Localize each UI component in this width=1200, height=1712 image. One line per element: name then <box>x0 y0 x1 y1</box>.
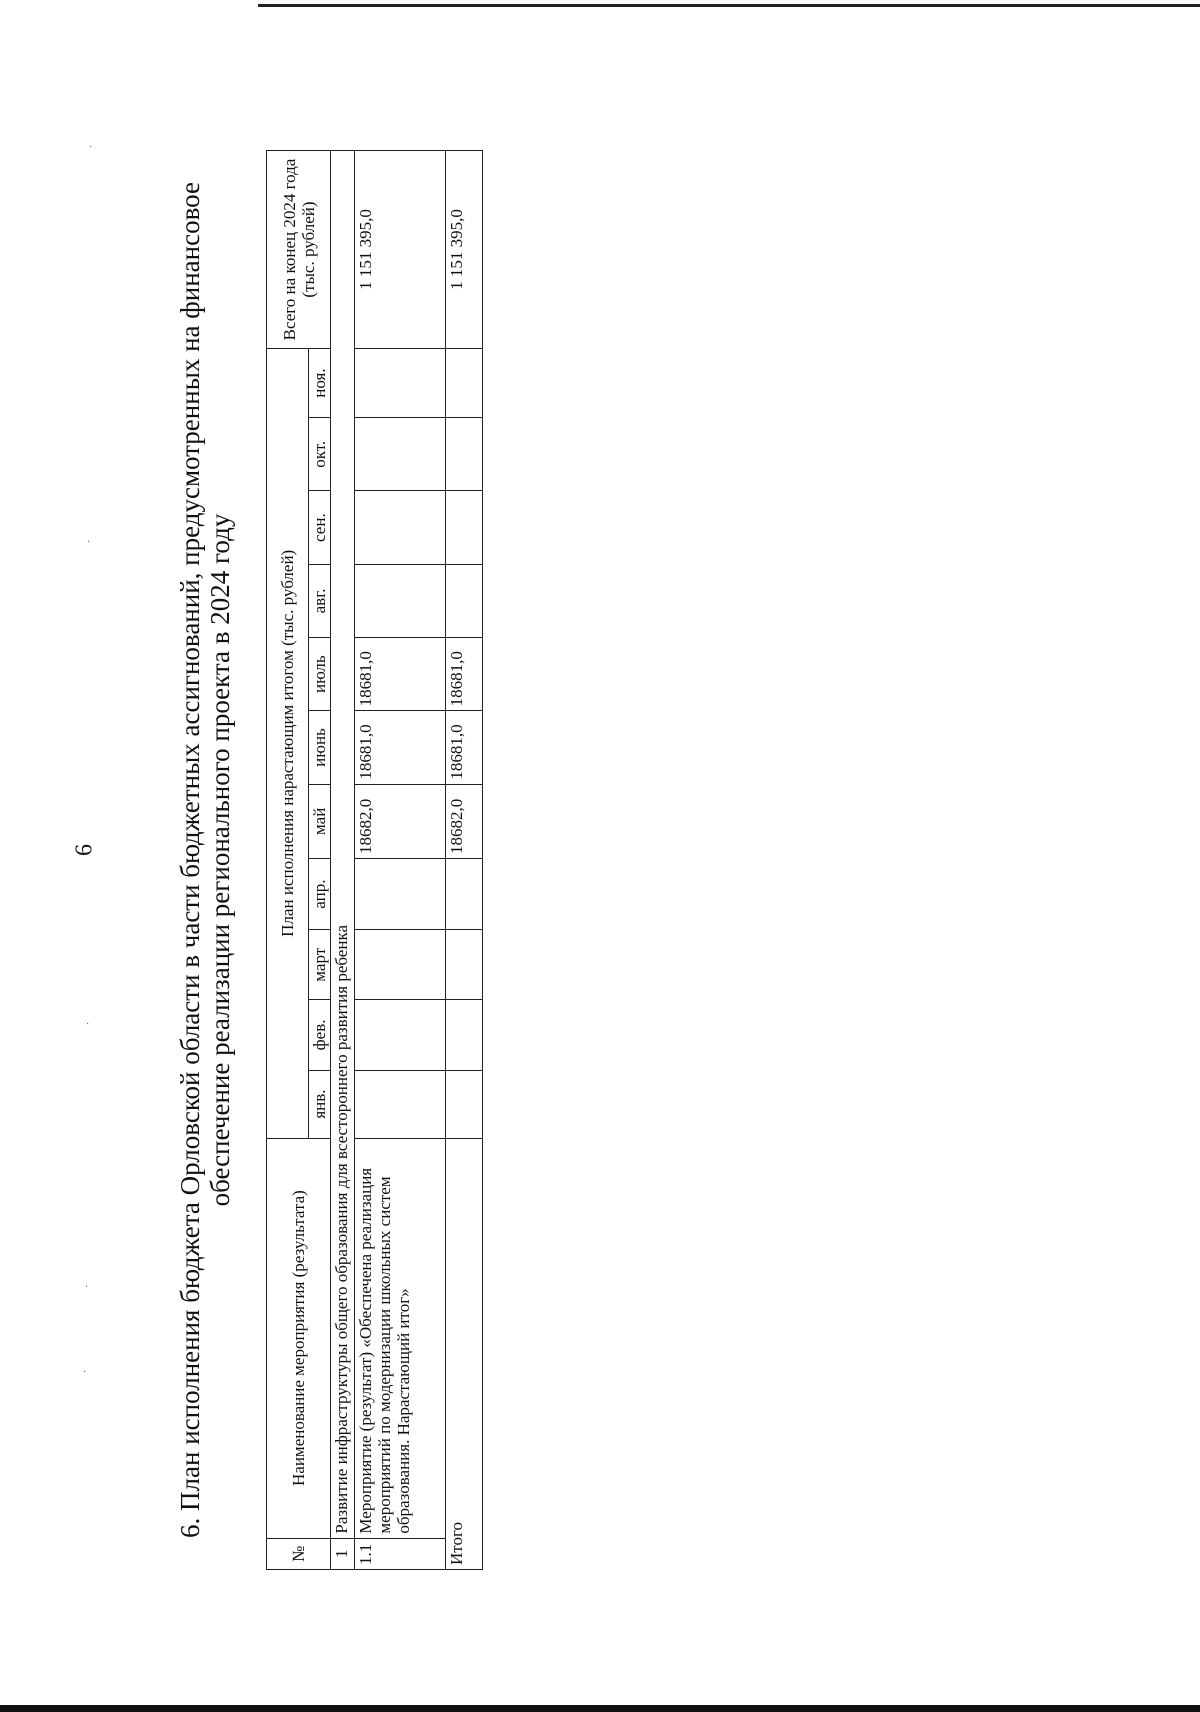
header-month: янв. <box>309 1070 331 1138</box>
table-row-item <box>355 151 446 1570</box>
header-month: окт. <box>309 418 331 491</box>
header-month: сен. <box>309 491 331 564</box>
scan-speck: · <box>87 537 91 548</box>
item-number: 1.1 <box>355 1538 446 1569</box>
header-number: № <box>267 1538 331 1569</box>
heading-line-2: обеспечение реализации регионального проекта в 2024 году <box>205 513 235 1207</box>
total-month-value <box>446 1000 483 1070</box>
grand-total: 1 151 395,0 <box>446 151 483 349</box>
item-month-value <box>355 349 446 418</box>
header-name: Наименование мероприятия (результата) <box>267 1138 331 1538</box>
item-month-value <box>355 930 446 1000</box>
total-month-value: 18681,0 <box>446 638 483 711</box>
header-month: фев. <box>309 1000 331 1070</box>
table-row-total <box>446 151 483 1570</box>
scan-speck: · <box>86 1019 90 1030</box>
item-month-value: 18681,0 <box>355 638 446 711</box>
table-row-section <box>331 151 355 1570</box>
item-month-value <box>355 418 446 491</box>
header-month: май <box>309 784 331 858</box>
item-name: Мероприятие (результат) «Обеспечена реализация мероприятий по модернизации школьных систем образования. Нарастающий итог» <box>355 1138 446 1538</box>
total-month-value: 18682,0 <box>446 784 483 858</box>
item-total: 1 151 395,0 <box>355 151 446 349</box>
item-month-value <box>355 1070 446 1138</box>
scan-speck: · <box>83 1367 87 1378</box>
header-month: июнь <box>309 711 331 784</box>
total-month-value <box>446 418 483 491</box>
header-plan: План исполнения нарастающим итогом (тыс. рублей) <box>267 349 309 1139</box>
item-month-value <box>355 564 446 637</box>
section-number: 1 <box>331 1538 355 1569</box>
total-month-value <box>446 564 483 637</box>
item-month-value <box>355 1000 446 1070</box>
total-month-value: 18681,0 <box>446 711 483 784</box>
header-month: апр. <box>309 859 331 930</box>
scan-speck: · <box>85 1282 89 1293</box>
document-heading <box>175 150 253 1570</box>
total-month-value <box>446 930 483 1000</box>
header-month: ноя. <box>309 349 331 418</box>
rotated-content <box>175 150 483 1570</box>
total-month-value <box>446 491 483 564</box>
item-month-value: 18682,0 <box>355 784 446 858</box>
budget-plan-table <box>266 150 483 1570</box>
header-total: Всего на конец 2024 года (тыс. рублей) <box>267 151 331 349</box>
total-month-value <box>446 1070 483 1138</box>
total-label: Итого <box>446 1138 483 1569</box>
item-month-value <box>355 859 446 930</box>
heading-line-1: 6. План исполнения бюджета Орловской области в части бюджетных ассигнований, предусмотренных на финансовое <box>175 182 205 1538</box>
header-month: март <box>309 930 331 1000</box>
scan-speck: · <box>89 142 93 153</box>
total-month-value <box>446 859 483 930</box>
header-month: июль <box>309 638 331 711</box>
scan-edge-bottom <box>0 1705 1200 1712</box>
item-month-value <box>355 491 446 564</box>
item-month-value: 18681,0 <box>355 711 446 784</box>
page-number: 6 <box>71 844 98 856</box>
total-month-value <box>446 349 483 418</box>
scan-edge-top <box>258 4 1200 7</box>
header-month: авг. <box>309 564 331 637</box>
section-title: Развитие инфраструктуры общего образования для всестороннего развития ребенка <box>331 151 355 1539</box>
